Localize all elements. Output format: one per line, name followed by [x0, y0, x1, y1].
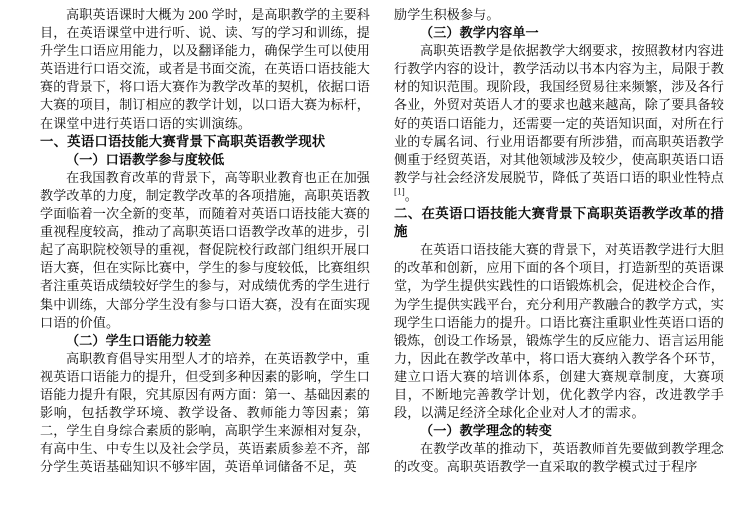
section-heading: 二、在英语口语技能大赛背景下高职英语教学改革的措施 [394, 206, 724, 240]
paragraph: 在英语口语技能大赛的背景下，对英语教学进行大胆的改革和创新，应用下面的各个项目，打造新型的英语课堂，为学生提供实践性的口语锻炼机会，促进校企合作，为学生提供实践平台，充分利用产教融合的教学方式，实现学生口语能力的提升。口语比赛注重职业性英语口语的锻炼，创设工作场景，锻炼学生的反应能力、语言运用能力，因此在教学改革中，将口语大赛纳入教学各个环节，建立口语大赛的培训体系，创建大赛规章制度，大赛项目，不断地完善教学计划，优化教学内容，改进教学手段，以满足经济全球化企业对人才的需求。 [394, 242, 724, 421]
section-heading: 一、英语口语技能大赛背景下高职英语教学现状 [40, 133, 326, 149]
paragraph [394, 42, 724, 205]
subsection-heading: （三）教学内容单一 [420, 25, 539, 41]
subsection-heading: （一）教学理念的转变 [420, 423, 552, 439]
paragraph: 励学生积极参与。 [394, 7, 500, 22]
subsection-heading: （二）学生口语能力较差 [66, 332, 212, 348]
subsection-heading: （一）口语教学参与度较低 [66, 151, 225, 167]
paragraph: 在我国教育改革的背景下，高等职业教育也正在加强教学改革的力度，制定教学改革的各项措施，高职英语教学面临着一次全新的变革，而随着对英语口语技能大赛的重视程度较高，推动了高职英语口语教学改革的进步，引起了高职院校领导的重视，督促院校行政部门组织开展口语大赛，但在实际比赛中，学生的参与度较低，比赛组织者注重英语成绩较好学生的参与，对成绩优秀的学生进行集中训练，大部分学生没有参与口语大赛，没有在面实现口语的价值。 [40, 169, 370, 330]
paragraph: 在教学改革的推动下，英语教师首先要做到教学理念的改变。高职英语教学一直采取的教学模式过于程序 [394, 441, 724, 475]
paragraph-tail: 。 [404, 187, 418, 203]
column-left [40, 6, 370, 515]
footnote-marker: [1] [394, 186, 405, 197]
column-right [394, 6, 724, 515]
paragraph-text: 高职英语教学是依据教学大纲要求，按照教材内容进行教学内容的设计，教学活动以书本内容为主，局限于教材的知识范围。现阶段，我国经贸易往来频繁，涉及各行各业，外贸对英语人才的要求也越来越高，除了要具备较好的英语口语能力，还需要一定的英语知识面，对所在行业的专属名词、行业用语都要有所涉猎，而高职英语教学侧重于经贸英语，对其他领域涉及较少，使高职英语口语教学与社会经济发展脱节，降低了英语口语的职业性特点 [394, 43, 724, 185]
paragraph: 高职英语课时大概为 200 学时，是高职教学的主要科目，在英语课堂中进行听、说、读、写的学习和训练，提升学生口语应用能力，以及翻译能力，确保学生可以使用英语进行口语交流，或者是书面交流，在英语口语技能大赛的背景下，将口语大赛作为教学改革的契机，依据口语大赛的项目，制订相应的教学计划，以口语大赛为标杆，在课堂中进行英语口语的实训演练。 [40, 7, 370, 131]
paragraph: 高职教育倡导实用型人才的培养，在英语教学中，重视英语口语能力的提升，但受到多种因素的影响，学生口语能力提升有限，究其原因有两方面：第一、基础因素的影响，包括教学环境、教学设备、教师能力等因素；第二，学生自身综合素质的影响，高职学生来源相对复杂，有高中生、中专生以及社会学员，英语素质参差不齐，部分学生英语基础知识不够牢固，英语单词储备不足，英 [40, 350, 370, 475]
